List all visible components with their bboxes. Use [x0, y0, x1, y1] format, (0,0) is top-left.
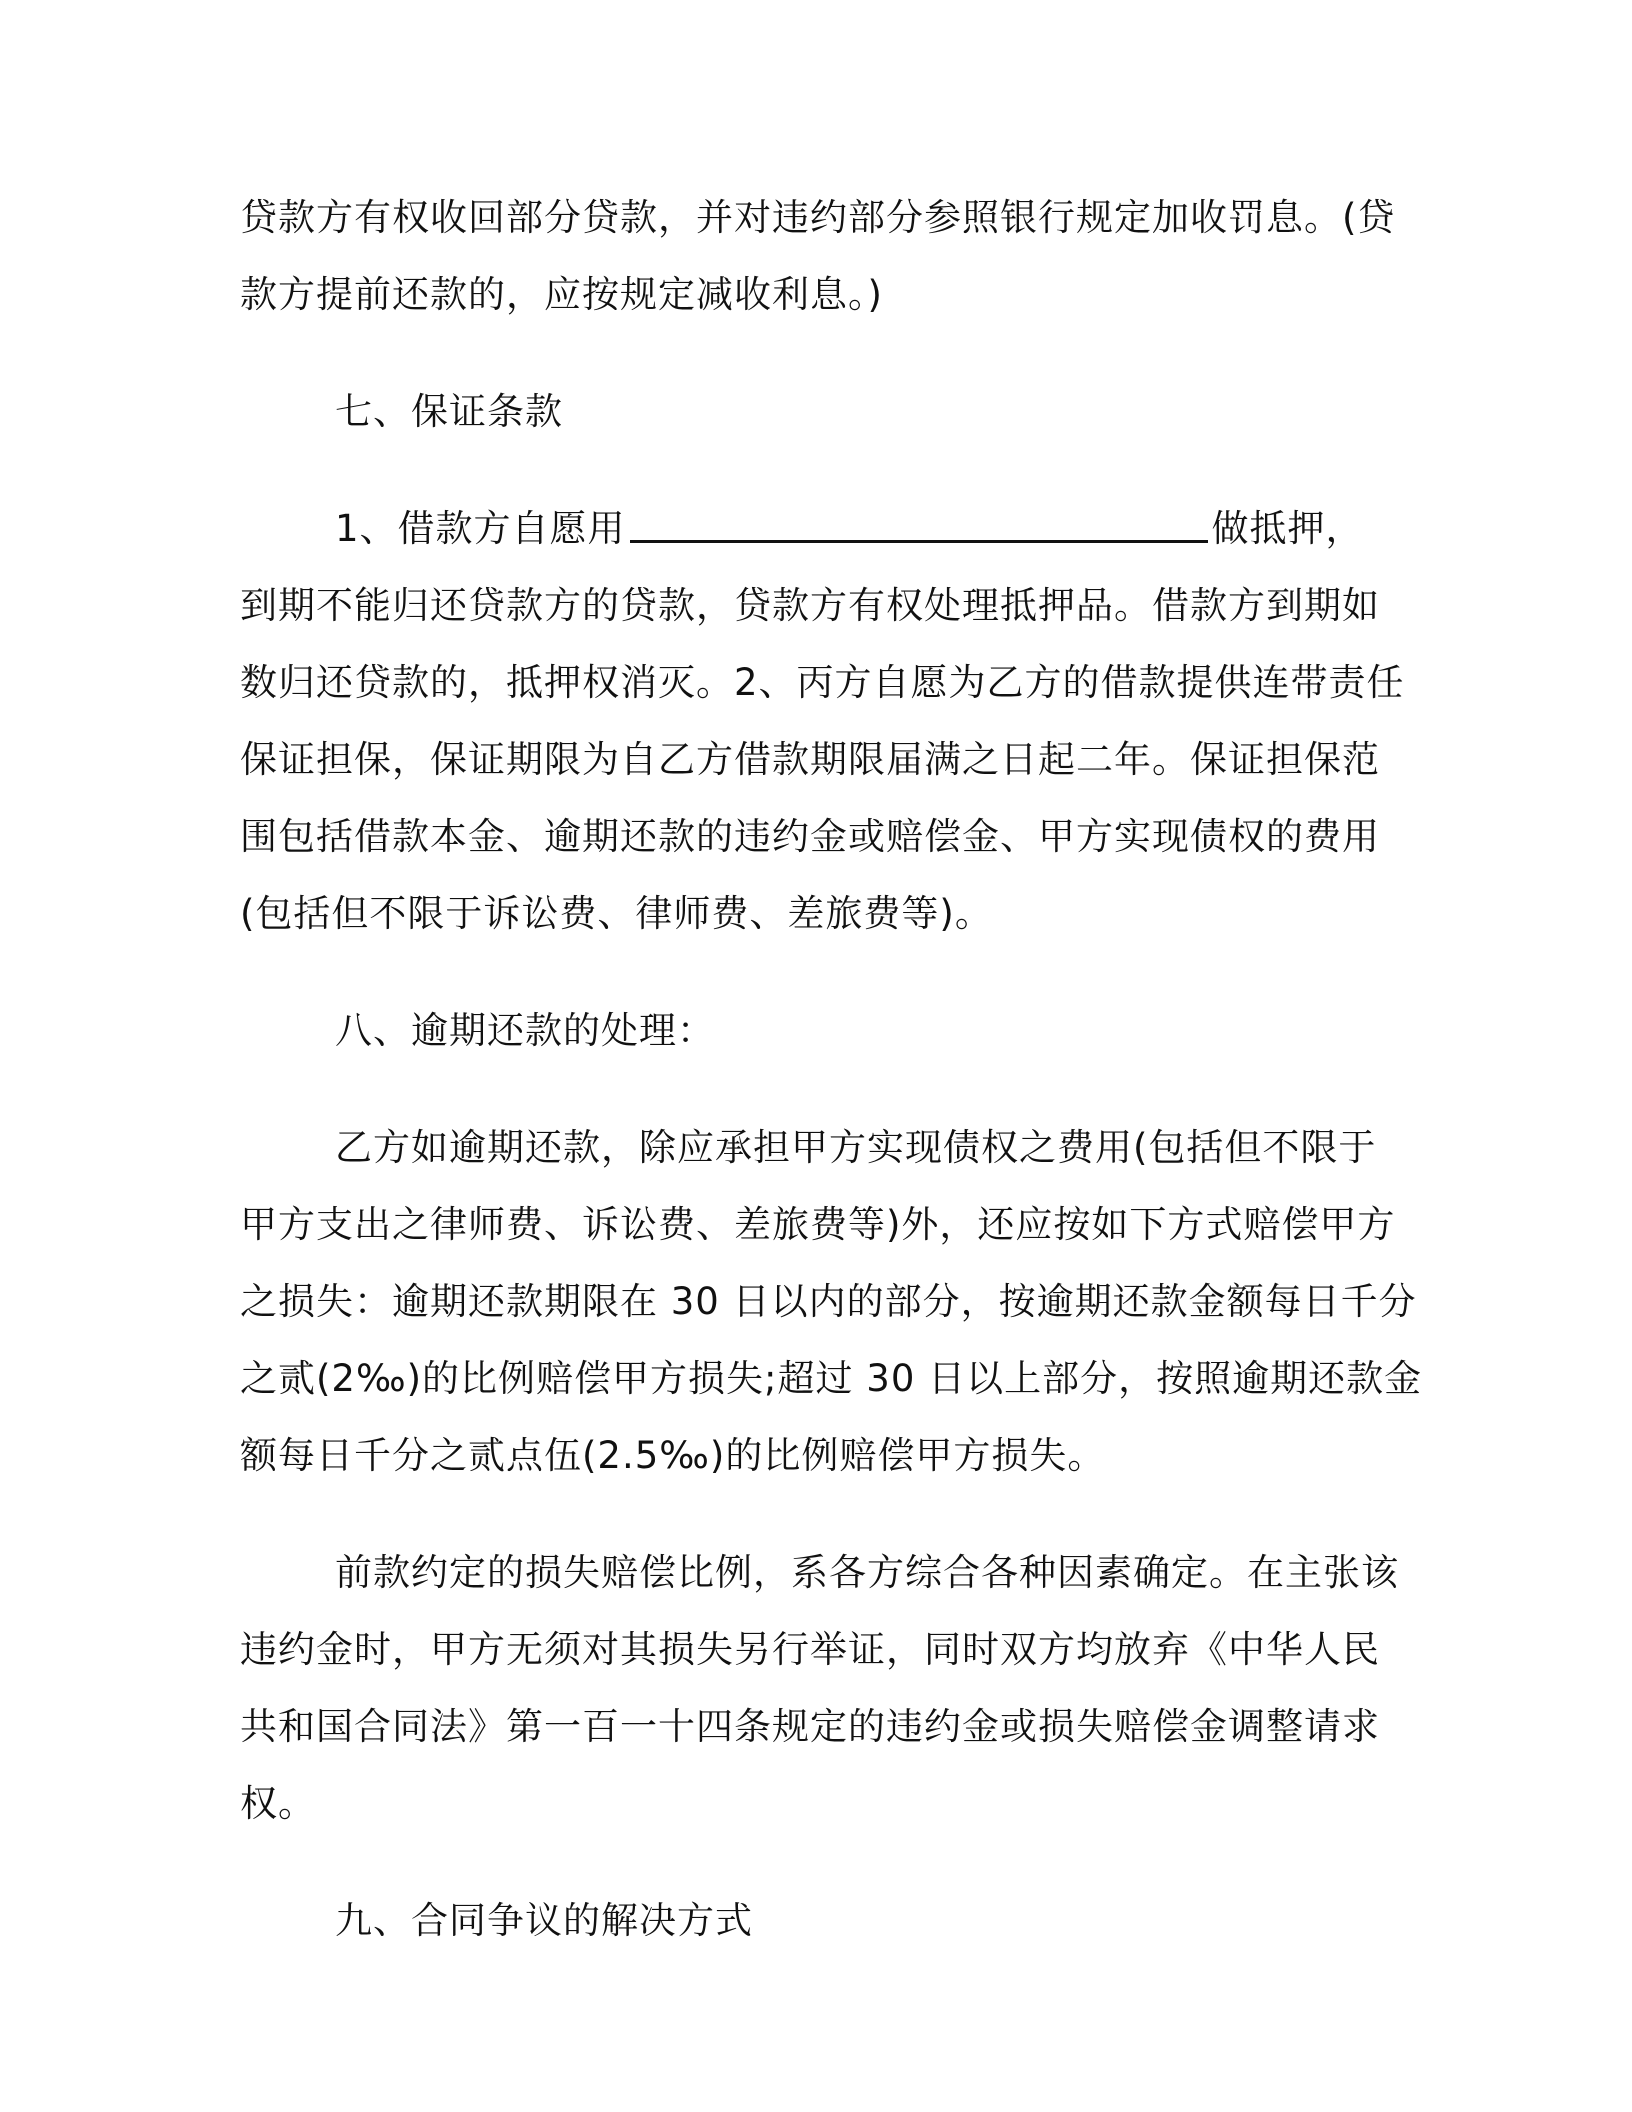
paragraph-overdue — [240, 1118, 1423, 1503]
paragraph-guarantee — [240, 499, 1405, 961]
text-line: 之贰(2‰)的比例赔偿甲方损失;超过 30 日以上部分，按照逾期还款金 — [240, 1357, 1423, 1400]
text-line: 共和国合同法》第一百一十四条规定的违约金或损失赔偿金调整请求 — [240, 1705, 1380, 1748]
fill-in-blank — [630, 500, 1208, 543]
text-line: 贷款方有权收回部分贷款，并对违约部分参照银行规定加收罚息。(贷 — [240, 196, 1396, 239]
document-body — [240, 188, 1423, 1968]
text-line: 前款约定的损失赔偿比例，系各方综合各种因素确定。在主张该 — [335, 1551, 1399, 1594]
text-line: 甲方支出之律师费、诉讼费、差旅费等)外，还应按如下方式赔偿甲方 — [240, 1203, 1396, 1246]
text-line: 保证担保，保证期限为自乙方借款期限届满之日起二年。保证担保范 — [240, 738, 1380, 781]
text-line: 之损失：逾期还款期限在 30 日以内的部分，按逾期还款金额每日千分 — [240, 1280, 1417, 1323]
paragraph-compensation-ratio — [240, 1543, 1399, 1851]
text-line: 乙方如逾期还款，除应承担甲方实现债权之费用(包括但不限于 — [335, 1126, 1377, 1169]
section-heading-guarantee: 七、保证条款 — [335, 390, 563, 433]
text-line: 权。 — [240, 1782, 316, 1825]
text-line: 围包括借款本金、逾期还款的违约金或赔偿金、甲方实现债权的费用 — [240, 815, 1380, 858]
text-line: 到期不能归还贷款方的贷款，贷款方有权处理抵押品。借款方到期如 — [240, 584, 1380, 627]
section-heading-dispute: 九、合同争议的解决方式 — [335, 1899, 753, 1942]
text-line: 款方提前还款的，应按规定减收利息。) — [240, 273, 883, 316]
text-line: 违约金时，甲方无须对其损失另行举证，同时双方均放弃《中华人民 — [240, 1628, 1380, 1671]
text-suffix: 做抵押， — [1211, 507, 1364, 550]
text-line: 额每日千分之贰点伍(2.5‰)的比例赔偿甲方损失。 — [240, 1434, 1106, 1477]
text-line: 数归还贷款的，抵押权消灭。2、丙方自愿为乙方的借款提供连带责任 — [240, 661, 1405, 704]
text-prefix: 1、借款方自愿用 — [335, 507, 626, 550]
paragraph-penalty-continuation — [240, 188, 1396, 342]
text-line: (包括但不限于诉讼费、律师费、差旅费等)。 — [240, 892, 993, 935]
section-heading-overdue: 八、逾期还款的处理： — [335, 1009, 715, 1052]
text-line-with-blank — [240, 499, 1380, 576]
